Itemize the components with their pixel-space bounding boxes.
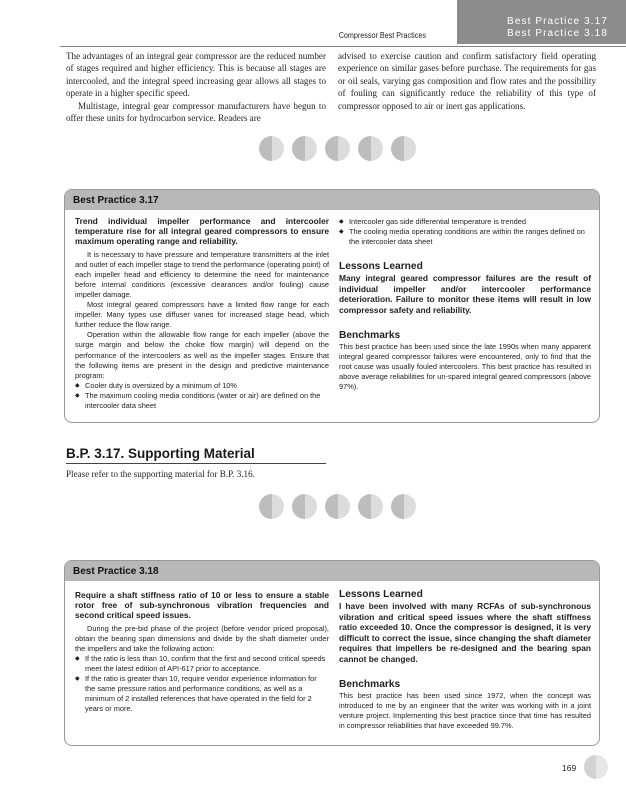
section-text: Please refer to the supporting material for B.P. 3.16. [66,469,255,479]
half-circle-icon [259,136,284,161]
half-circle-icon [325,136,350,161]
body-paragraph: Operation within the allowable flow range for each impeller (above the surge margin and below the choke flow margin) will depend on the performance of the intercoolers as well as the impeller stages. Ensure that the following items are present in the design and predictive maintenance program: [75,330,329,380]
half-circle-icon [358,136,383,161]
bullet-item: ◆ Cooler duty is oversized by a minimum of 10% [75,381,329,391]
intro-paragraph: advised to exercise caution and confirm satisfactory field operating experience on similar gases before purchase. The requirements for gas or oil seals, varying gas composition and flow rates and the possibility of fouling can significantly reduce the reliability of this type of compressor opposed to air or inert gas applications. [338,51,596,111]
lessons-heading: Lessons Learned [339,589,423,600]
tab-line-1: Best Practice 3.17 [507,16,608,27]
running-title: Compressor Best Practices [338,31,426,40]
box-right-column [339,589,591,731]
half-circle-icon [391,136,416,161]
bullet-item: ◆ If the ratio is greater than 10, require vendor experience information for the same pressure ratios and performance conditions, as well as a minimum of 2 installed references that have operated in the field for 2 years or more. [75,674,329,714]
benchmarks-heading: Benchmarks [339,678,401,690]
half-circle-icon [292,136,317,161]
intro-paragraph: The advantages of an integral gear compressor are the reduced number of stages required and higher efficiency. This is because all stages are intercooled, and the integral speed increasing gear allows all stages to operate in a higher specific speed. [66,51,326,99]
box-title: Best Practice 3.17 [65,190,599,210]
body-paragraph: Most integral geared compressors have a limited flow range for each impeller. Many types use diffuser vanes for increased stage head, which further reduce the flow range. [75,300,329,330]
benchmarks-text: This best practice has been used since 1972, when the concept was introduced to me by an engineer that the writer was working with in a joint venture project. Implementing this best practice since that time has resulted in compressor reliabilities that have exceeded 99.7%. [339,690,591,730]
half-circle-icon [259,494,284,519]
half-circle-icon [391,494,416,519]
box-left-column [75,216,329,411]
bullet-item: ◆ If the ratio is less than 10, confirm that the first and second critical speeds meet the latest edition of API-617 prior to acceptance. [75,654,329,674]
header-rule [60,46,626,47]
lead-statement: Require a shaft stiffness ratio of 10 or less to ensure a stable rotor free of sub-synchronous vibration frequencies and second critical speed issues. [75,590,329,621]
lessons-text: I have been involved with many RCFAs of sub-synchronous vibration and critical speed issues where the shaft stiffness ratio exceeded 10. Once the compressor is designed, it is very difficult to correct the issue, since changing the shaft diameter requires that impellers be re-designed and the bearing span cannot be changed. [339,601,591,664]
box-left-column [75,590,329,714]
decorative-circles [259,136,416,161]
section-heading: B.P. 3.17. Supporting Material [66,446,255,461]
tab-line-2: Best Practice 3.18 [507,28,608,39]
intro-right-column [338,50,596,112]
box-title: Best Practice 3.18 [65,561,599,581]
lessons-heading: Lessons Learned [339,261,423,273]
box-right-column [339,217,591,392]
half-circle-icon [358,494,383,519]
half-circle-icon [292,494,317,519]
best-practice-3-18-box [64,560,600,746]
section-tab [457,0,626,44]
best-practice-3-17-box [64,189,600,423]
lead-statement: Trend individual impeller performance and intercooler temperature rise for all integral geared compressors to ensure maximum operating range and reliability. [75,216,329,247]
intro-left-column [66,50,326,124]
page-number: 169 [562,763,577,773]
lessons-text: Many integral geared compressor failures are the result of individual impeller and/or intercooler performance deterioration. Failure to monitor these items will result in low compressor safety and reliability. [339,273,591,316]
intro-paragraph: Multistage, integral gear compressor manufacturers have begun to offer these units for hydrocarbon service. Readers are [66,100,326,124]
half-circle-icon [325,494,350,519]
section-rule [66,463,326,464]
decorative-circles [259,494,416,519]
body-paragraph: It is necessary to have pressure and temperature transmitters at the inlet and outlet of each impeller stage to trend the performance (operating point) of each impeller head and efficiency to determine the need for maintenance before internal conditions (excessive clearances and/or fouling) cause impeller damage. [75,249,329,299]
benchmarks-heading: Benchmarks [339,329,401,341]
benchmarks-text: This best practice has been used since the late 1990s when many apparent integral geared compressor failures were encountered, only to find that the root cause was usually fouled intercoolers. This best practice has resulted in above average reliabilities for un-spared integral geared compressors (above 97%). [339,341,591,392]
body-paragraph: During the pre-bid phase of the project (before vendor priced proposal), obtain the bearing span dimensions and divide by the shaft diameter under the impellers and take the following action: [75,623,329,653]
bullet-item: ◆ The cooling media operating conditions are within the ranges defined on the intercooler data sheet [339,227,591,247]
half-circle-icon [584,755,608,779]
bullet-item: ◆ The maximum cooling media conditions (water or air) are defined on the intercooler data sheet [75,391,329,411]
bullet-item: ◆ Intercooler gas side differential temperature is trended [339,217,591,227]
